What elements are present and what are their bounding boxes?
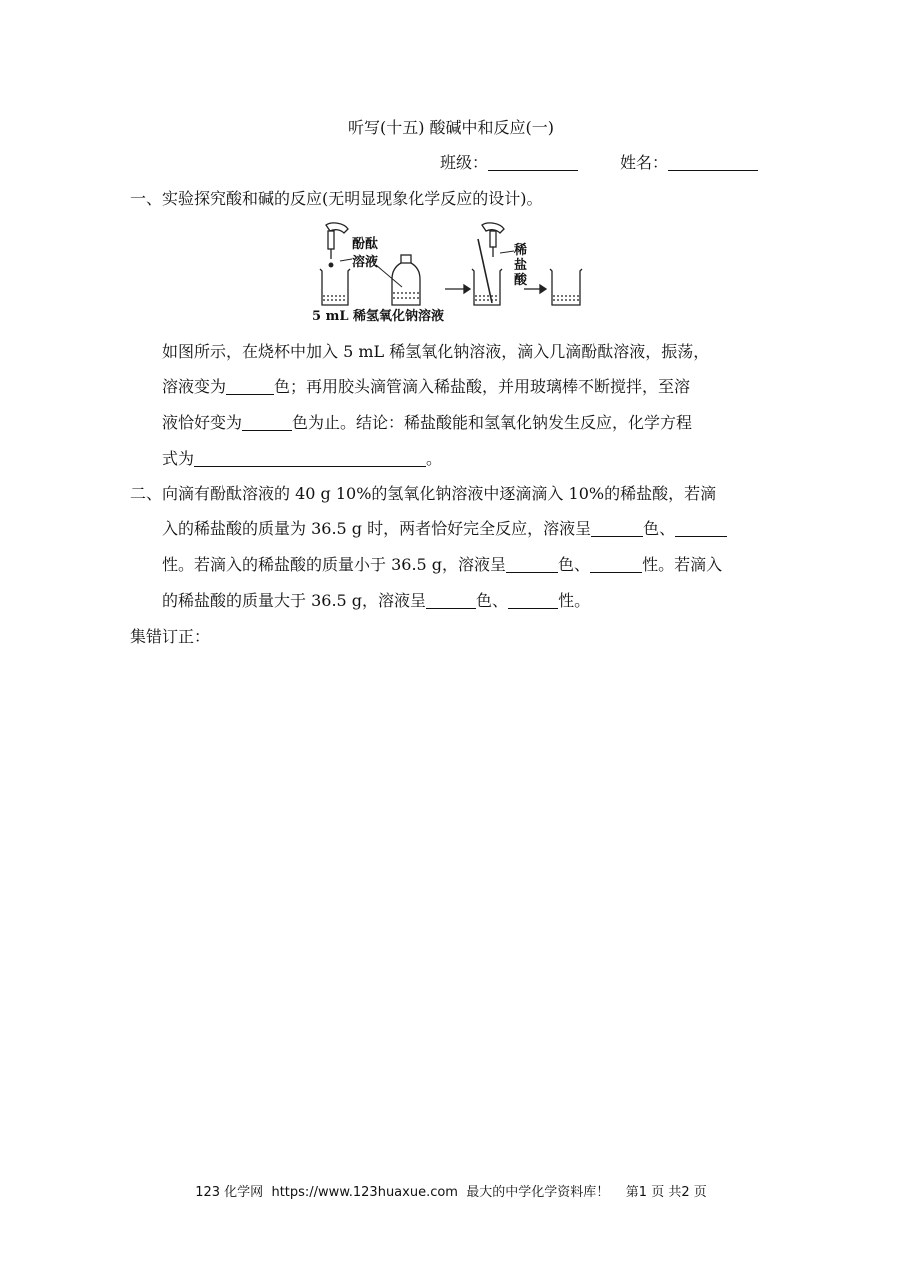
section1-line-4-a: 式为 [162, 449, 195, 468]
answer-blank-7[interactable] [426, 592, 476, 609]
section1-line-4-b: 。 [426, 449, 443, 468]
leader-line-indicator [340, 259, 352, 261]
section2-line-2-a: 入的稀盐酸的质量为 36.5 g 时，两者恰好完全反应，溶液呈 [162, 519, 592, 538]
section2-line-4 [162, 591, 590, 611]
page-title: 听写(十五) 酸碱中和反应(一) [347, 118, 555, 137]
leader-line-acid [500, 251, 514, 253]
section2-line-4-c: 性。 [558, 591, 591, 610]
answer-blank-equation[interactable] [194, 450, 426, 467]
class-blank[interactable] [488, 154, 578, 171]
label-indicator-1: 酚酞 [352, 237, 379, 252]
arrow-2-icon [524, 285, 546, 293]
answer-blank-8[interactable] [508, 592, 558, 609]
section1-line-4 [162, 449, 442, 469]
section1-line-2 [162, 377, 690, 397]
glass-rod-icon [478, 239, 492, 303]
section1-line-2-a: 溶液变为 [162, 377, 227, 396]
class-label: 班级： [440, 153, 489, 172]
section1-line-1: 如图所示，在烧杯中加入 5 mL 稀氢氧化钠溶液，滴入几滴酚酞溶液，振荡， [162, 342, 710, 361]
answer-blank-2[interactable] [242, 414, 292, 431]
section1-line-3-b: 色为止。结论：稀盐酸能和氢氧化钠发生反应，化学方程 [292, 413, 693, 432]
section2-line-3-c: 性。若滴入 [642, 555, 723, 574]
section1-line-2-b: 色；再用胶头滴管滴入稀盐酸，并用玻璃棒不断搅拌，至溶 [274, 377, 691, 396]
label-acid-2: 盐 [514, 258, 528, 273]
answer-blank-6[interactable] [590, 556, 642, 573]
section2-line-3 [162, 555, 722, 575]
correction-label: 集错订正： [130, 627, 211, 646]
section2-line-4-b: 色、 [476, 591, 509, 610]
answer-blank-4[interactable] [675, 520, 727, 537]
leader-line-bottle [376, 265, 402, 287]
footer-url[interactable]: https://www.123huaxue.com [271, 1185, 458, 1200]
section2-line-3-a: 性。若滴入的稀盐酸的质量小于 36.5 g，溶液呈 [162, 555, 507, 574]
label-indicator-2: 溶液 [352, 255, 379, 270]
name-field [620, 153, 758, 173]
label-acid-3: 酸 [514, 273, 528, 288]
class-field [440, 153, 578, 173]
page-footer [0, 1181, 902, 1200]
footer-site: 123 化学网 [195, 1185, 264, 1200]
name-blank[interactable] [668, 154, 758, 171]
arrow-1-icon [445, 285, 470, 293]
experiment-figure [300, 221, 600, 327]
answer-blank-5[interactable] [506, 556, 558, 573]
bottle-icon [392, 255, 420, 305]
section1-line-3 [162, 413, 692, 433]
section1-heading: 一、实验探究酸和碱的反应(无明显现象化学反应的设计)。 [130, 189, 543, 208]
dropper-2-icon [482, 223, 504, 257]
section2-line-2-b: 色、 [643, 519, 676, 538]
section2-line-2 [162, 519, 727, 539]
footer-slogan: 最大的中学化学资料库！ [466, 1185, 610, 1200]
figure-caption: 5 mL 稀氢氧化钠溶液 [312, 309, 444, 324]
section2-line-1: 二、向滴有酚酞溶液的 40 g 10%的氢氧化钠溶液中逐滴滴入 10%的稀盐酸，若滴 [130, 484, 717, 503]
beaker-2-icon [472, 269, 502, 305]
beaker-3-icon [550, 269, 582, 305]
section1-line-3-a: 液恰好变为 [162, 413, 243, 432]
answer-blank-1[interactable] [226, 378, 274, 395]
section2-line-4-a: 的稀盐酸的质量大于 36.5 g，溶液呈 [162, 591, 427, 610]
section2-line-3-b: 色、 [558, 555, 591, 574]
name-label: 姓名： [620, 153, 669, 172]
beaker-1-icon [320, 269, 350, 305]
answer-blank-3[interactable] [591, 520, 643, 537]
label-acid-1: 稀 [514, 243, 528, 258]
footer-page-number: 第1 页 共2 页 [625, 1185, 707, 1200]
